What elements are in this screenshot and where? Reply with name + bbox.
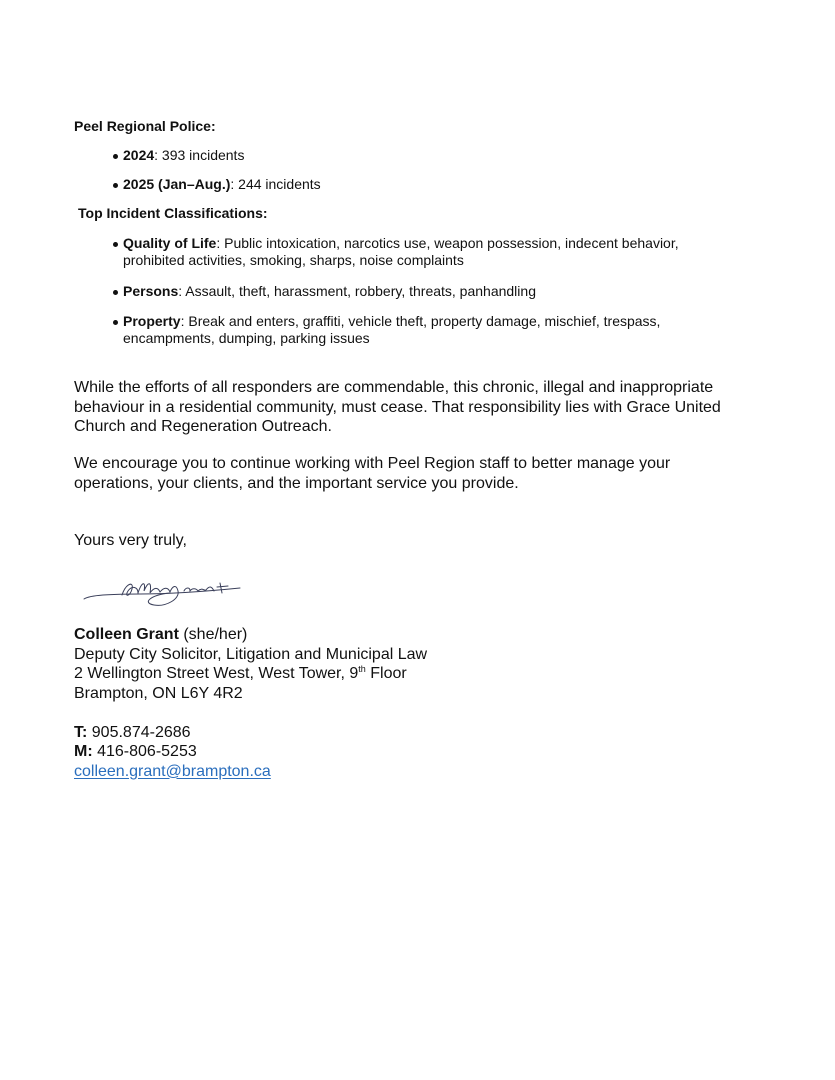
address-street: 2 Wellington Street West, West Tower, 9 [74, 665, 359, 682]
paragraph-responsibility [74, 378, 721, 437]
signer-pronouns: (she/her) [178, 626, 248, 643]
signature-stroke [138, 584, 160, 593]
classifications-heading: Top Incident Classifications: [78, 205, 268, 221]
salutation: Yours very truly, [74, 532, 187, 549]
stat-label: 2025 (Jan–Aug.) [123, 176, 231, 192]
bullet-icon [113, 242, 118, 247]
classification-desc: : Public intoxication, narcotics use, weapon possession, indecent behavior, [216, 235, 679, 251]
paragraph-line: behaviour in a residential community, must cease. That responsibility lies with Grace United [74, 398, 721, 416]
classification-desc-cont: encampments, dumping, parking issues [123, 330, 370, 346]
paragraph-encourage [74, 454, 670, 493]
address-line [74, 665, 407, 682]
classification-desc: : Break and enters, graffiti, vehicle theft, property damage, mischief, trespass, [180, 313, 661, 329]
address-floor: Floor [365, 665, 407, 682]
mobile-number: 416-806-5253 [92, 743, 197, 760]
signature-image [80, 575, 250, 611]
classification-label: Quality of Life [123, 235, 217, 251]
bullet-icon [113, 320, 118, 325]
paragraph-line: Church and Regeneration Outreach. [74, 418, 332, 435]
mobile-label: M: [74, 743, 93, 760]
bullet-icon [113, 290, 118, 295]
stat-2025 [123, 176, 321, 193]
paragraph-line: We encourage you to continue working with Peel Region staff to better manage your [74, 455, 671, 472]
classification-label: Property [123, 313, 181, 329]
stat-2024 [123, 147, 244, 164]
stat-label: 2024 [123, 147, 155, 163]
classification-property [123, 313, 660, 347]
email-link[interactable]: colleen.grant@brampton.ca [74, 762, 271, 780]
paragraph-line: While the efforts of all responders are commendable, this chronic, illegal and inappropriate [74, 379, 714, 396]
paragraph-line: operations, your clients, and the important service you provide. [74, 474, 519, 492]
classification-label: Persons [123, 283, 179, 299]
signature-stroke [217, 583, 228, 593]
bullet-icon [113, 154, 118, 159]
classification-quality-of-life [123, 235, 679, 269]
classification-persons [123, 283, 536, 300]
bullet-icon [113, 183, 118, 188]
address-city: Brampton, ON L6Y 4R2 [74, 684, 243, 702]
classification-desc: : Assault, theft, harassment, robbery, threats, panhandling [178, 283, 536, 299]
signature-block [74, 625, 427, 781]
stat-value: : 244 incidents [230, 176, 321, 192]
signer-title: Deputy City Solicitor, Litigation and Municipal Law [74, 645, 428, 663]
police-heading: Peel Regional Police: [74, 118, 216, 134]
signer-name: Colleen Grant [74, 626, 179, 643]
stat-value: : 393 incidents [154, 147, 245, 163]
phone-number: 905.874-2686 [87, 723, 191, 741]
classification-desc-cont: prohibited activities, smoking, sharps, noise complaints [123, 252, 464, 268]
phone-label: T: [74, 723, 88, 741]
address-ordinal: th [358, 664, 366, 674]
